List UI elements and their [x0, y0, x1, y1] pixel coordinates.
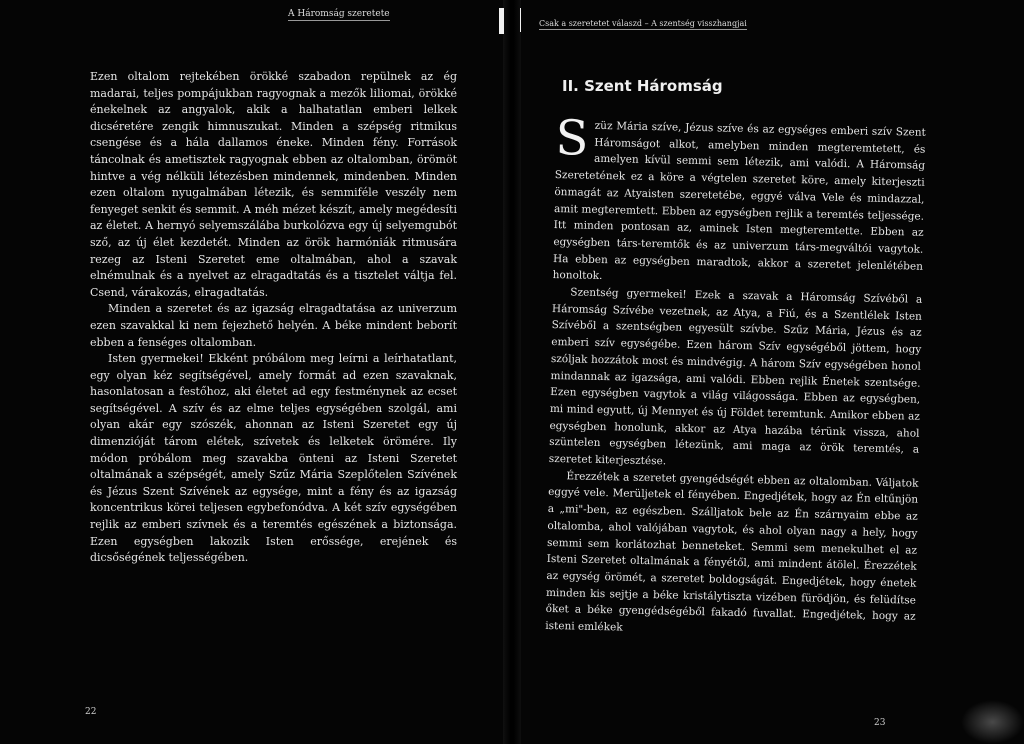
scan-edge-smudge [961, 700, 1024, 744]
book-gutter [503, 0, 521, 744]
chapter-title: II. Szent Háromság [562, 77, 723, 95]
left-page-body [90, 69, 457, 567]
paragraph [552, 110, 926, 292]
paragraph: Minden a szeretet és az igazság elragadtatása az univerzum ezen szavakkal ki nem fejezhető helyén. A béke mindent beborít ebben a fenséges oltalomban. [90, 302, 457, 349]
paragraph: Isten gyermekei! Ekként próbálom meg leírni a leírhatatlant, egy olyan kéz segítségével, amely formát ad ezen szavaknak, hasonlatosan a festőhoz, aki életet ad egy festménynek az ecset segítségével. A szív és az elme teljes egységében szolgál, ami olyan akár egy szószék, ahonnan az Isteni Szeretet egy új dimenzióját tárom elétek, szívetek és lelketek örömére. Ily módon próbálom meg szavakba önteni az Isteni Szeretet oltalmának a szépségét, amely Szűz Mária Szeplőtelen Szívének és Jézus Szent Szívének az egysége, mint a fény és az igazság koncentrikus körei teljesen egybefonódva. A két szív egységében rejlik az emberi szívnek és a teremtés egészének a biztonsága. Ezen egységben lakozik Isten erőssége, erejének és dicsőségének teljességében. [90, 352, 457, 565]
paragraph: Szentség gyermekei! Ezek a szavak a Háromság Szívéből a Háromság Szívébe vezetnek, az Atya, a Fiú, és a Szentlélek Isten Szívéből a szentségben egyesült szívbe. Szűz Mária, Jézus és az emberi szív egységébe. Ezen három Szív egységéből jöttem, hogy szóljak hozzátok most és mindvégig. A három Szív egységében honol mindannak az igazsága, ami valódi. Ebben rejlik Énetek szentsége. Ezen egységben vagytok a világ világossága. Ebben az egységben, mi mind egyutt, új Mennyet és új Földet teremtunk. Amikor ebben az egységben honolunk, akkor az Atya hazába térünk vissza, ahol szüntelen egységben létezünk, ami maga az örök teremtés, a szeretet kiterjesztése. [548, 286, 923, 468]
left-page [0, 0, 503, 744]
running-head-left [288, 9, 500, 21]
paragraph: Érezzétek a szeretet gyengédségét ebben az oltalomban. Váljatok eggyé vele. Merüljetek el fényében. Engedjétek, hogy az Én eltűnjön a „mi"-ben, az egészben. Szálljatok bele az Én szárnyaim ebbe az oltalomba, ahol valójában vagytok, és ahol olyan nagy a hely, hogy semmi sem korlátozhat benneteket. Semmi sem menekulhet el az Isteni Szeretet oltalmának a fényétől, ami mindent átölel. Érezzétek az egység örömét, a szeretet boldogságát. Engedjétek, hogy énetek minden kis sejtje a béke kristálytiszta vizében fürödjön, és felüdítse őket a béke gyengédségéből fakadó fuvallat. Engedjétek, hogy az isteni emlékek [545, 470, 919, 634]
right-page-body [545, 110, 926, 642]
paragraph: Ezen oltalom rejtekében örökké szabadon repülnek az ég madarai, teljes pompájukban ragyognak a mezők liliomai, örökké énekelnek az angyalok, akik a halhatatlan emberi lelkek dicséretére zengik himnuszukat. Minden a szépség ritmikus csengése és a hála dallamos éneke. Minden fény. Források táncolnak és ametisztek ragyognak ebben az oltalomban, örömöt hintve a vég nélküli létezésben mindennek, mindenben. Minden ezen oltalom nyugalmában létezik, és semmiféle veszély nem fenyeget senkit és semmit. A méh mézet készít, amely megédesíti az életet. A hernyó selyemszálába burkolózva egy új selyemgubót sző, az új élet kezdetét. Minden az örök harmóniák ritmusára rezeg az Isteni Szeretet eme oltalmában, ahol a szavak elnémulnak és a nyelvet az elragadtatás és a tisztelet váltja fel. Csend, várakozás, elragadtatás. [90, 70, 457, 299]
page-number-left: 22 [85, 707, 97, 717]
running-head-right: Csak a szeretetet válaszd – A szentség visszhangjai [539, 19, 747, 28]
right-page [521, 0, 1024, 744]
gutter-mark [499, 8, 504, 34]
paragraph-text: züz Mária szíve, Jézus szíve és az egységes emberi szív Szent Háromságot alkot, amelyben minden megteremtetett, és amelyen kívül semmi sem létezik, ami valódi. A Háromság Szeretetének ez a köre a végtelen szeretet köre, amely kiterjeszti önmagát az Atyaisten szeretetébe, eggyé válva Vele és mindazzal, amit megteremtett. Ebben az egységben rejlik a teremtés teljessége. Itt minden pontosan az, aminek Isten megteremtette. Ebben az egységben társ-teremtők és az univerzum társ-megváltói vagytok. Ha ebben az egységben maradtok, akkor a szeretet jelenlétében honoltok. [552, 119, 926, 283]
page-number-right: 23 [874, 718, 886, 728]
running-head-left-text: A Háromság szeretete [288, 9, 390, 19]
drop-cap: S [554, 110, 590, 167]
